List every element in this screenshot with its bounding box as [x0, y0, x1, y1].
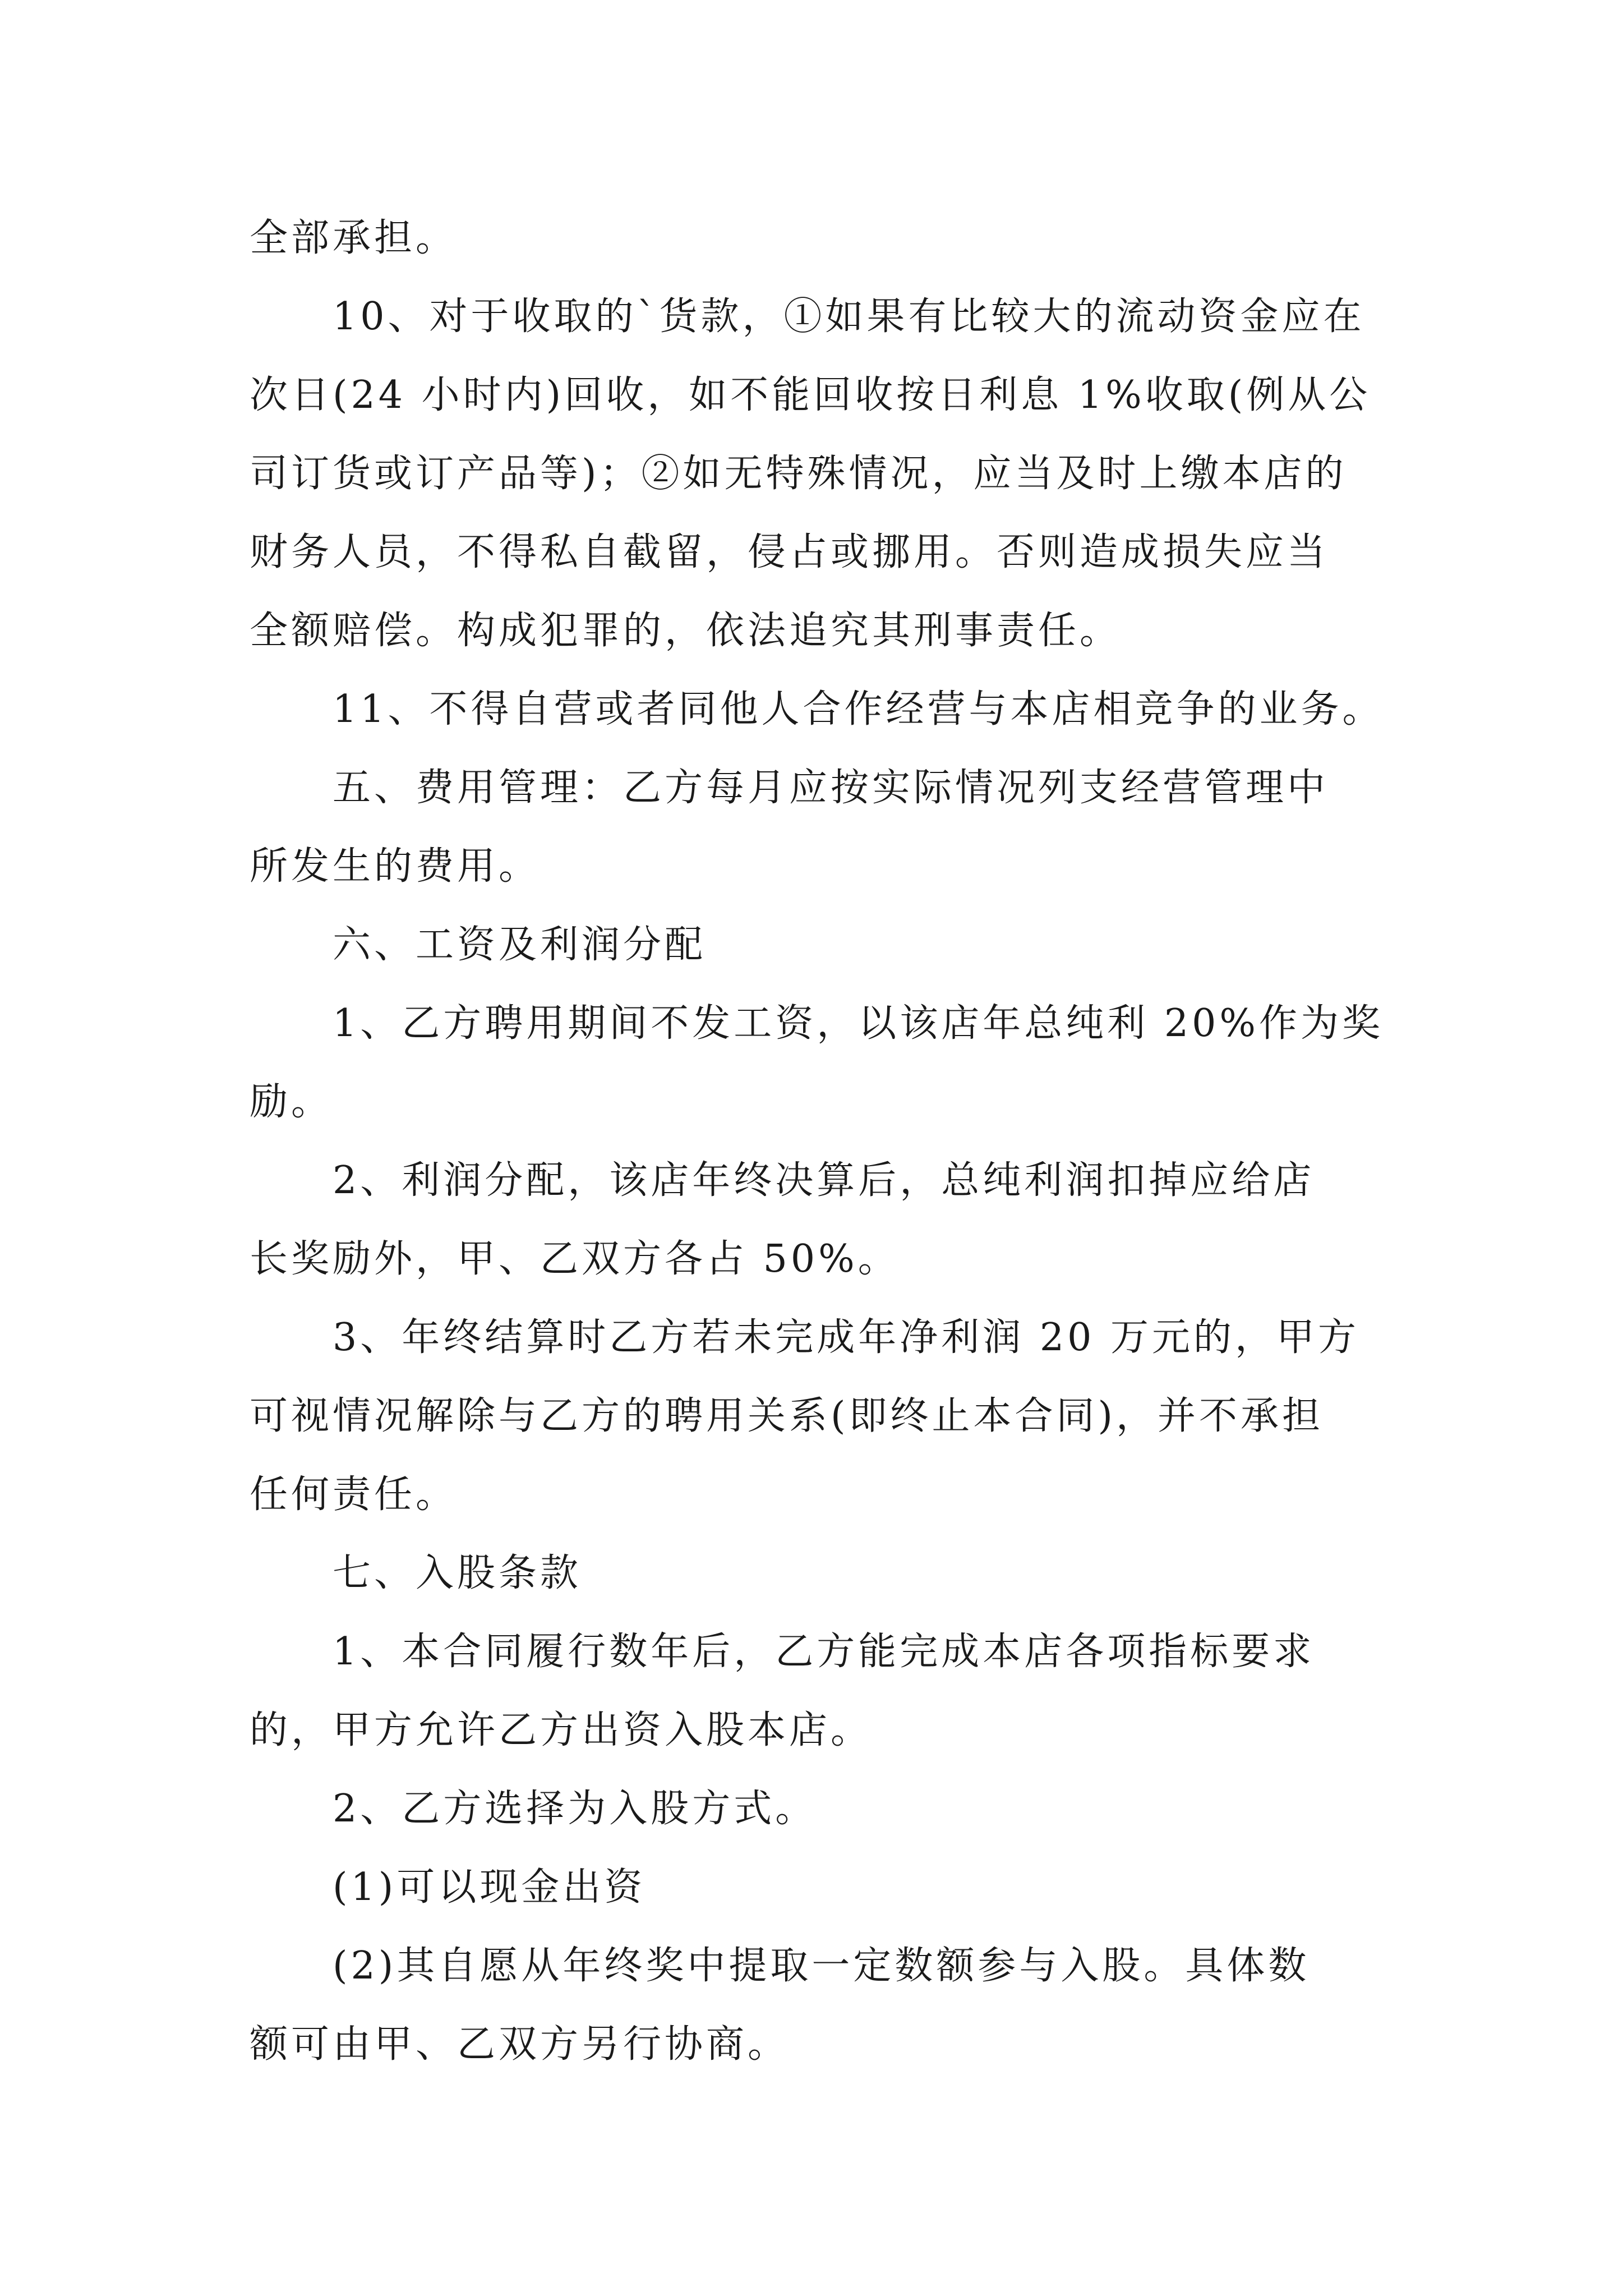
- text-line: (2)其自愿从年终奖中提取一定数额参与入股。具体数: [333, 1944, 1310, 1988]
- text-line: (1)可以现金出资: [333, 1865, 646, 1910]
- text-line: 励。: [250, 1080, 333, 1124]
- text-line: 任何责任。: [250, 1473, 458, 1517]
- text-line: 全部承担。: [250, 216, 458, 260]
- text-line: 1、乙方聘用期间不发工资，以该店年总纯利 20%作为奖: [333, 1001, 1384, 1046]
- text-line: 的，甲方允许乙方出资入股本店。: [250, 1708, 873, 1752]
- text-line: 全额赔偿。构成犯罪的，依法追究其刑事责任。: [250, 609, 1122, 653]
- section-heading: 六、工资及利润分配: [333, 923, 707, 967]
- text-line: 2、利润分配，该店年终决算后，总纯利润扣掉应给店: [333, 1158, 1315, 1203]
- text-line: 1、本合同履行数年后，乙方能完成本店各项指标要求: [333, 1630, 1315, 1674]
- text-line: 11、不得自营或者同他人合作经营与本店相竞争的业务。: [333, 687, 1384, 731]
- text-line: 3、年终结算时乙方若未完成年净利润 20 万元的，甲方: [333, 1315, 1360, 1360]
- text-line: 可视情况解除与乙方的聘用关系(即终止本合同)，并不承担: [250, 1394, 1324, 1438]
- text-line: 所发生的费用。: [250, 844, 541, 889]
- text-line: 财务人员，不得私自截留，侵占或挪用。否则造成损失应当: [250, 530, 1329, 574]
- section-heading: 七、入股条款: [333, 1551, 582, 1595]
- text-line: 2、乙方选择为入股方式。: [333, 1787, 817, 1831]
- text-line: 长奖励外，甲、乙双方各占 50%。: [250, 1237, 900, 1281]
- text-line: 五、费用管理：乙方每月应按实际情况列支经营管理中: [333, 766, 1329, 810]
- text-line: 10、对于收取的`货款，①如果有比较大的流动资金应在: [333, 295, 1365, 339]
- text-line: 司订货或订产品等)；②如无特殊情况，应当及时上缴本店的: [250, 452, 1347, 496]
- text-line: 次日(24 小时内)回收，如不能回收按日利息 1%收取(例从公: [250, 373, 1371, 417]
- text-line: 额可由甲、乙双方另行协商。: [250, 2022, 790, 2067]
